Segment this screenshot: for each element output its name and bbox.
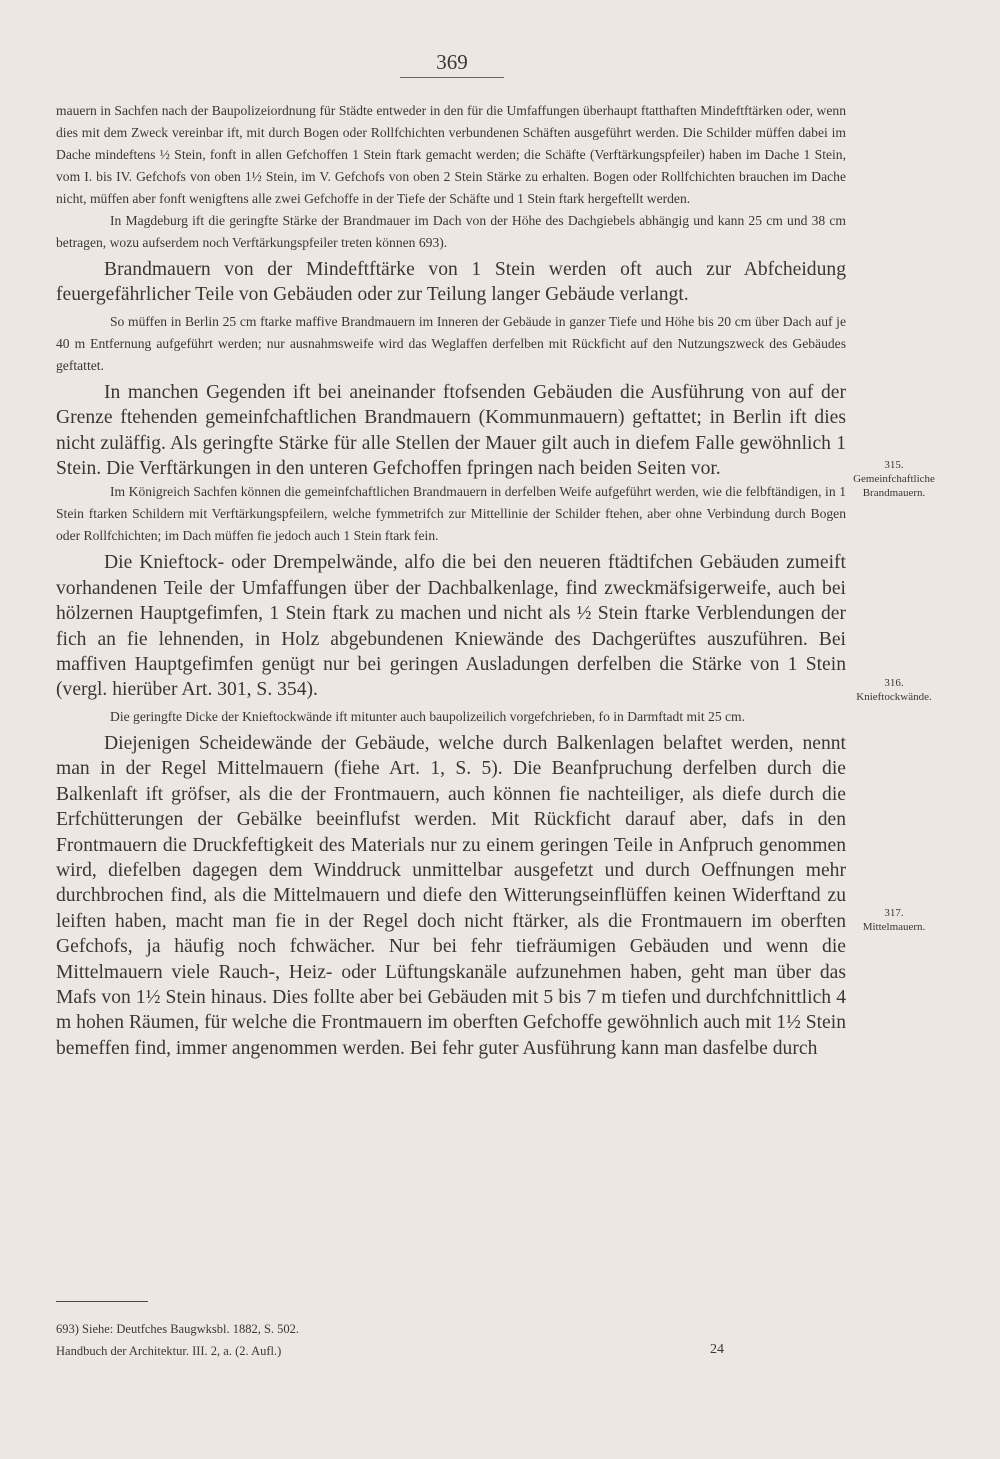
- paragraph-kommunmauern: In manchen Gegenden ift bei aneinander ftofsenden Gebäuden die Ausführung von auf der Grenze ftehenden gemeinfchaftlichen Brandmauern (Kommunmauern) geftattet; in Berlin ift dies nicht zuläffig. Als geringfte Stärke für alle Stellen der Mauer gilt auch in diefem Falle gewöhnlich 1 Stein. Die Verftärkungen in den unteren Gefchoffen fpringen nach beiden Seiten vor.: [56, 381, 846, 480]
- paragraph-darmstadt: Die geringfte Dicke der Knieftockwände ift mitunter auch baupolizeilich vorgefchrieben, fo in Darmftadt mit 25 cm.: [110, 708, 746, 724]
- margin-note-315: [844, 458, 944, 500]
- paragraph-koenigreich-sachsen: Im Königreich Sachfen können die gemeinfchaftlichen Brandmauern in derfelben Weife aufgeführt werden, wie die felbftändigen, in 1 Stein ftarken Schildern mit Verftärkungspfeilern, welche fymmetrifch zur Mittellinie der Schilder ftehen, aber ohne Verbindung durch Bogen oder Rollfchichten; im Dach müffen fie jedoch auch 1 Stein ftark fein.: [56, 484, 846, 544]
- margin-note-label: Gemeinfchaftliche Brandmauern.: [853, 473, 935, 499]
- paragraph-magdeburg: In Magdeburg ift die geringfte Stärke der Brandmauer im Dach von der Höhe des Dachgiebels abhängig und kann 25 cm und 38 cm betragen, wozu aufserdem noch Verftärkungspfeiler treten können 693).: [56, 213, 846, 250]
- margin-note-number: 315.: [884, 459, 904, 471]
- footnote-divider: [56, 1301, 148, 1302]
- margin-note-label: Mittelmauern.: [862, 921, 926, 933]
- paragraph-berlin: So müffen in Berlin 25 cm ftarke maffive Brandmauern im Inneren der Gebäude in ganzer Tiefe und Höhe bis 20 cm über Dach auf je 40 m Entfernung aufgeführt werden; nur ausnahmsweife wird das Weglaffen derfelben mit Rückficht auf den Nutzungszweck des Gebäudes geftattet.: [56, 313, 846, 373]
- footer-signature: 24: [710, 1342, 724, 1357]
- footnote: 693) Siehe: Deutfches Baugwksbl. 1882, S. 502.: [56, 1322, 300, 1336]
- margin-note-label: Knieftockwände.: [856, 691, 932, 703]
- paragraph-mittelmauern: Diejenigen Scheidewände der Gebäude, welche durch Balkenlagen belaftet werden, nennt man in der Regel Mittelmauern (fiehe Art. 1, S. 5). Die Beanfpruchung derfelben durch die Balkenlaft ift gröfser, als die der Frontmauern, auch können fie nachteiliger, als diefe durch die Erfchütterungen der Gebälke beeinflufst werden. Mit Rückficht darauf aber, dafs in den Frontmauern die Druckfeftigkeit des Materials nur zu einem geringen Teile in Anfpruch genommen wird, diefelben dagegen dem Winddruck unmittelbar ausgefetzt und durch Oeffnungen mehr durchbrochen find, als die Mittelmauern und diefe den Witterungseinflüffen keinen Widerftand zu leiften haben, macht man fie in der Regel doch nicht ftärker, als die Frontmauern im oberften Gefchofs, ja häufig noch fchwächer. Nur bei fehr tiefräumigen Gebäuden und wenn die Mittelmauern viele Rauch-, Heiz- oder Lüftungskanäle aufzunehmen haben, geht man über das Mafs von 1½ Stein hinaus. Dies follte aber bei Gebäuden mit 5 bis 7 m tiefen und durchfchnittlich 4 m hohen Räumen, für welche die Frontmauern im oberften Gefchoffe gewöhnlich auch mit 1½ Stein bemeffen find, immer angenommen werden. Bei fehr guter Ausführung kann man dasfelbe durch: [56, 732, 846, 1059]
- paragraph-brandmauern-mindeststaerke: Brandmauern von der Mindeftftärke von 1 Stein werden oft auch zur Abfcheidung feuergefährlicher Teile von Gebäuden oder zur Teilung langer Gebäude verlangt.: [56, 259, 846, 306]
- paragraph-sachsen: mauern in Sachfen nach der Baupolizeiordnung für Städte entweder in den für die Umfaffungen überhaupt ftatthaften Mindeftftärken oder, wenn dies mit dem Zweck vereinbar ift, mit durch Bogen oder Rollfchichten verbundenen Schäften ausgeführt werden. Die Schilder müffen dabei im Dache mindeftens ½ Stein, fonft in allen Gefchoffen 1 Stein ftark gemacht werden; die Schäfte (Verftärkungspfeiler) haben im Dache 1 Stein, vom I. bis IV. Gefchofs von oben 1½ Stein, im V. Gefchofs von oben 2 Stein Stärke zu erhalten. Bogen oder Rollfchichten brauchen im Dache nicht, müffen aber fonft wenigftens alle zwei Gefchoffe in der Tiefe der Schäfte und 1 Stein ftark hergeftellt werden.: [56, 103, 846, 206]
- body-text: [56, 100, 846, 1061]
- margin-note-number: 317.: [884, 907, 904, 919]
- footer-book-title: Handbuch der Architektur. III. 2, a. (2. Aufl.): [56, 1344, 282, 1358]
- paragraph-kniestockwaende: Die Knieftock- oder Drempelwände, alfo die bei den neueren ftädtifchen Gebäuden zumeift vorhandenen Teile der Umfaffungen über der Dachbalkenlage, find zweckmäfsigerweife, auch bei hölzernen Hauptgefimfen, 1 Stein ftark zu machen und nicht als ½ Stein ftarke Verblendungen der fich an fie lehnenden, in Holz abgebundenen Kniewände des Dachgerüftes auszuführen. Bei maffiven Hauptgefimfen genügt nur bei geringen Ausladungen derfelben die Stärke von 1 Stein (vergl. hierüber Art. 301, S. 354).: [56, 552, 846, 701]
- margin-note-number: 316.: [884, 677, 904, 689]
- margin-note-316: [844, 676, 944, 704]
- margin-note-317: [844, 906, 944, 934]
- page-number: 369: [400, 50, 504, 78]
